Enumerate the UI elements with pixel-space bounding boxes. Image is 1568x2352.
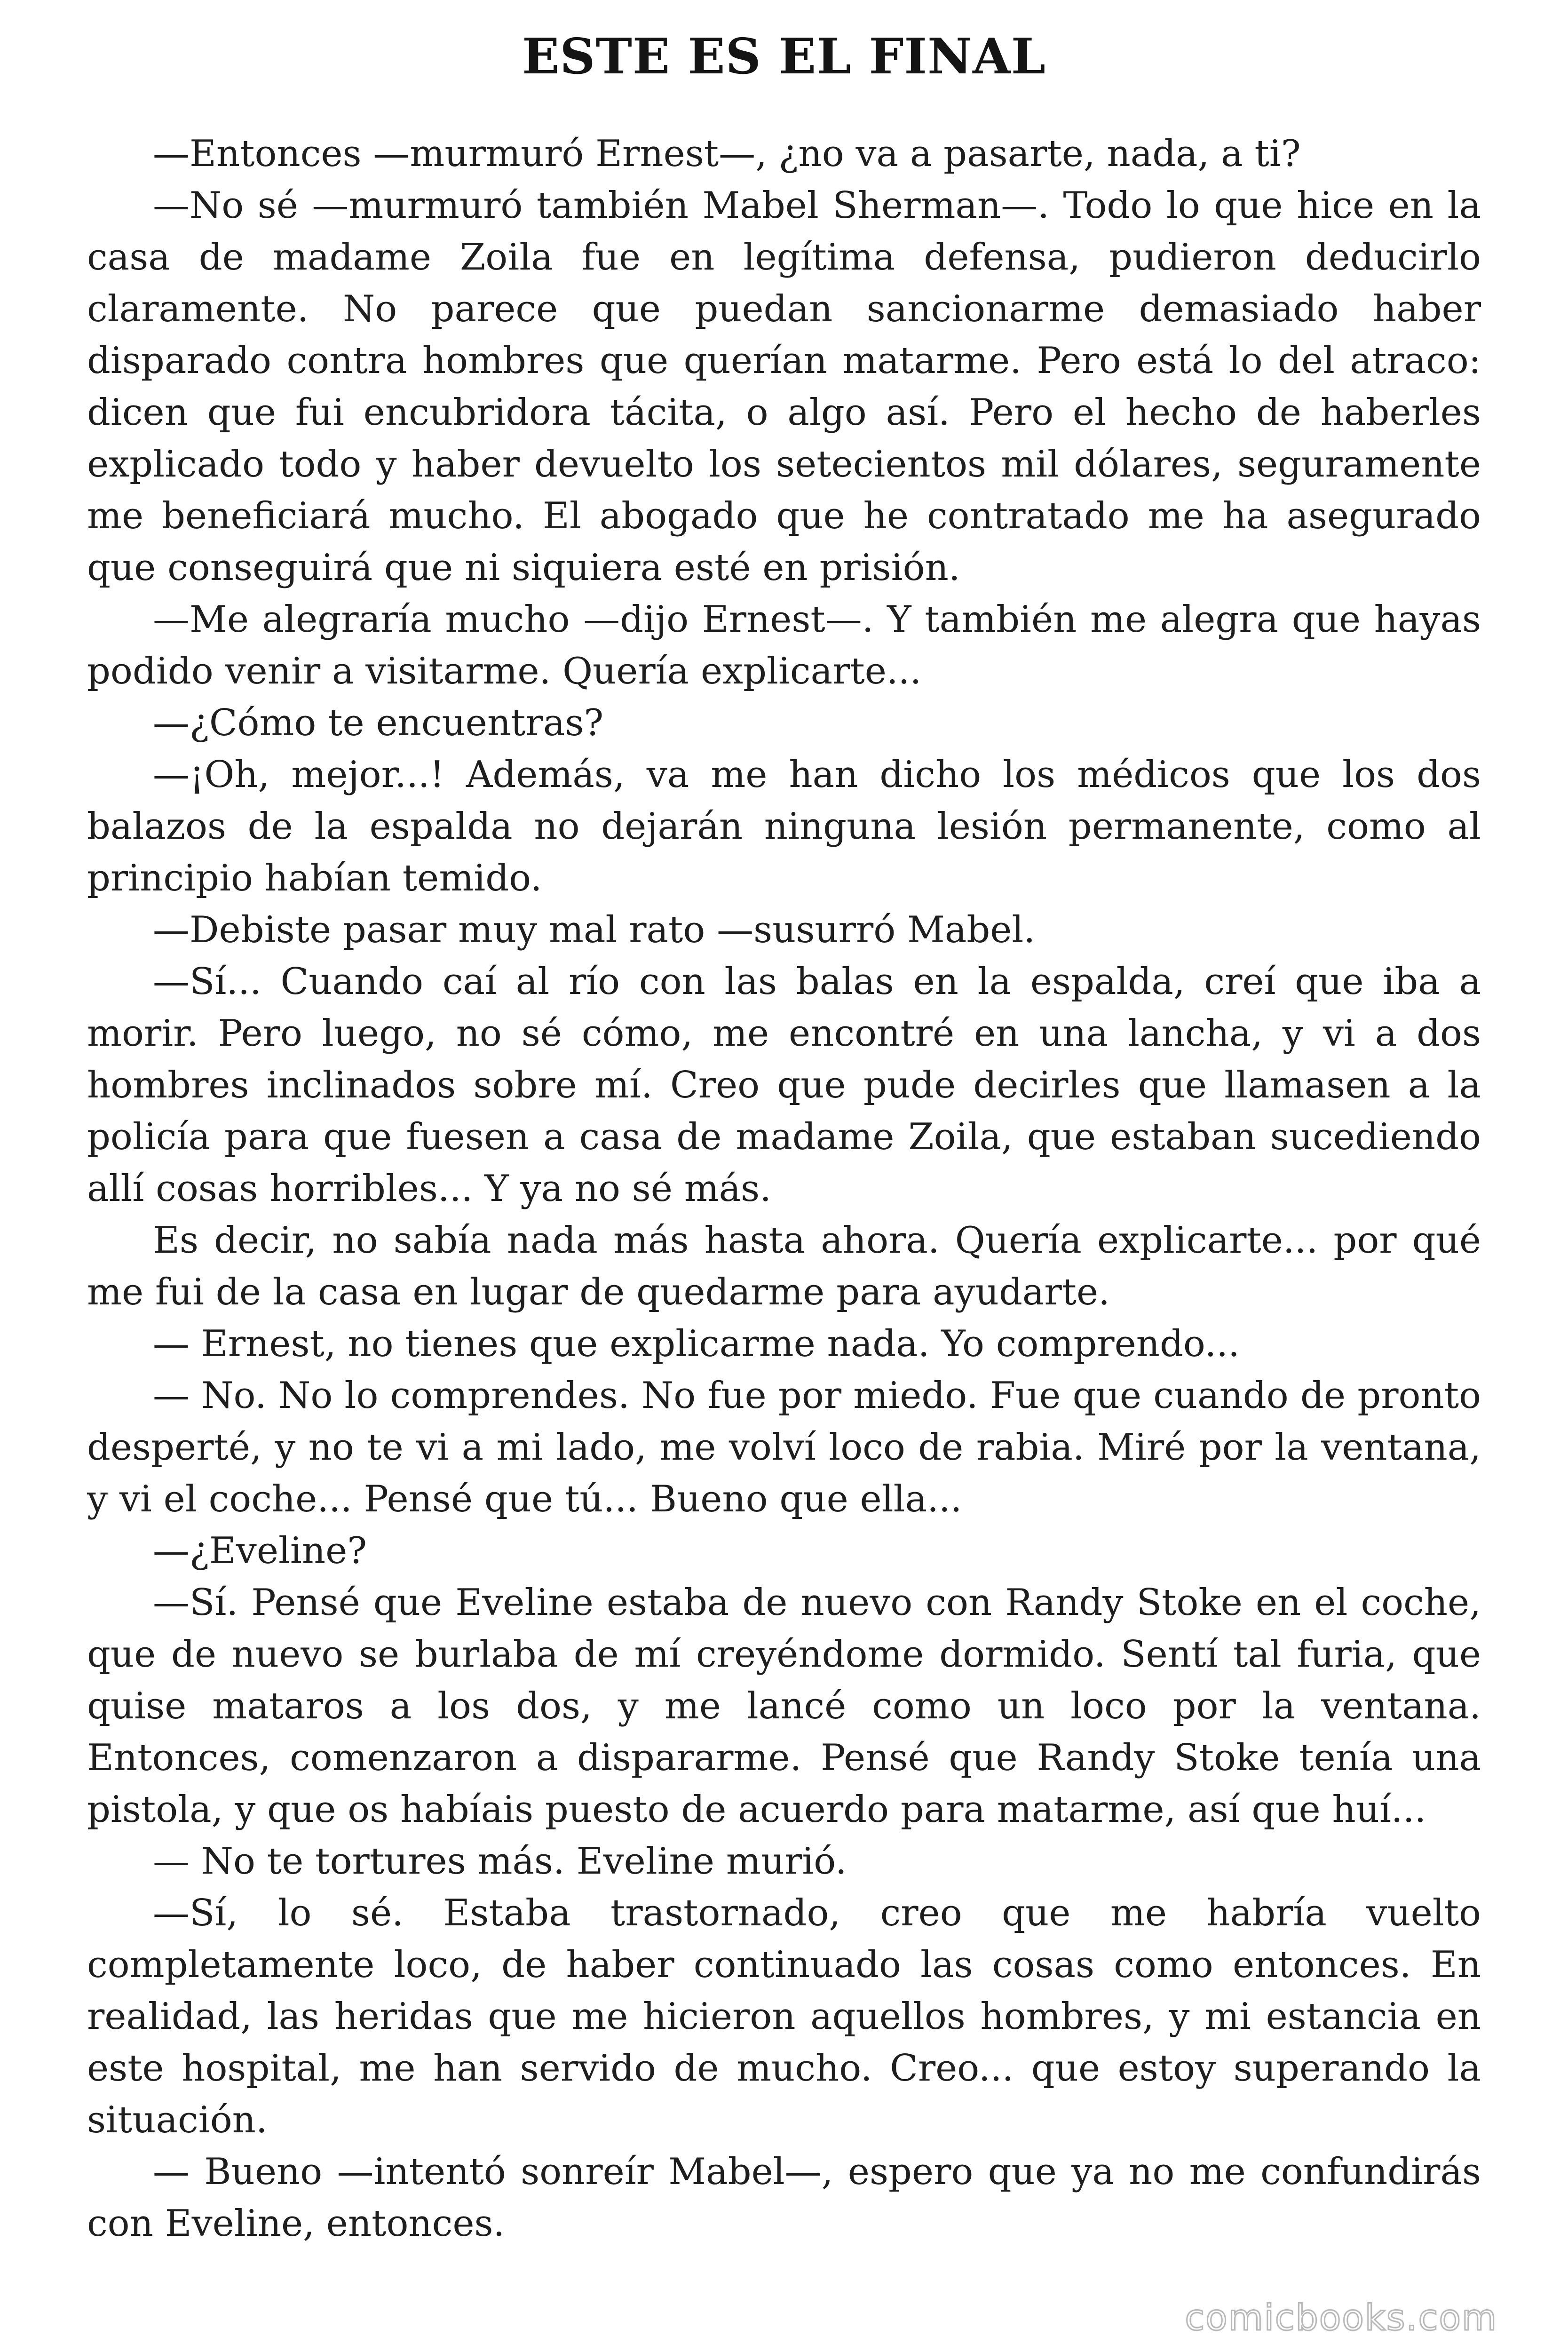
watermark-logo: comicbooks.com: [1185, 2296, 1497, 2338]
paragraph: —¡Oh, mejor...! Además, va me han dicho los médicos que los dos balazos de la espalda no dejarán ninguna lesión permanente, como al principio habían temido.: [87, 754, 1481, 899]
paragraph: — No te tortures más. Eveline murió.: [153, 1840, 847, 1883]
paragraph: —Sí. Pensé que Eveline estaba de nuevo con Randy Stoke en el coche, que de nuevo se burlaba de mí creyéndome dormido. Sentí tal furia, que quise mataros a los dos, y me lancé como un loco por la ventana. Entonces, comenzaron a dispararme. Pensé que Randy Stoke tenía una pistola, y que os habíais puesto de acuerdo para matarme, así que huí...: [87, 1581, 1481, 1831]
chapter-title: ESTE ES EL FINAL: [522, 27, 1046, 85]
paragraph: —¿Cómo te encuentras?: [153, 702, 604, 744]
paragraph: — Ernest, no tienes que explicarme nada. Yo comprendo...: [153, 1323, 1240, 1365]
paragraph: —No sé —murmuró también Mabel Sherman—. Todo lo que hice en la casa de madame Zoila fue en legítima defensa, pudieron deducirlo claramente. No parece que puedan sancionarme demasiado haber disparado contra hombres que querían matarme. Pero está lo del atraco: dicen que fui encubridora tácita, o algo así. Pero el hecho de haberles explicado todo y haber devuelto los setecientos mil dólares, seguramente me beneficiará mucho. El abogado que he contratado me ha asegurado que conseguirá que ni siquiera esté en prisión.: [87, 184, 1481, 589]
paragraph: Es decir, no sabía nada más hasta ahora. Quería explicarte... por qué me fui de la casa en lugar de quedarme para ayudarte.: [87, 1219, 1481, 1313]
paragraph: — Bueno —intentó sonreír Mabel—, espero que ya no me confundirás con Eveline, entonces.: [87, 2151, 1481, 2245]
paragraph: —Entonces —murmuró Ernest—, ¿no va a pasarte, nada, a ti?: [153, 133, 1301, 175]
paragraph: —Me alegraría mucho —dijo Ernest—. Y también me alegra que hayas podido venir a visitarme. Quería explicarte...: [87, 598, 1481, 692]
paragraph: —¿Eveline?: [153, 1530, 367, 1572]
chapter-body: [87, 128, 1481, 2249]
paragraph: — No. No lo comprendes. No fue por miedo. Fue que cuando de pronto desperté, y no te vi a mi lado, me volví loco de rabia. Miré por la ventana, y vi el coche... Pensé que tú... Bueno que ella...: [87, 1375, 1481, 1520]
paragraph: —Sí, lo sé. Estaba trastornado, creo que me habría vuelto completamente loco, de haber continuado las cosas como entonces. En realidad, las heridas que me hicieron aquellos hombres, y mi estancia en este hospital, me han servido de mucho. Creo... que estoy superando la situación.: [87, 1892, 1481, 2141]
paragraph: —Sí... Cuando caí al río con las balas en la espalda, creí que iba a morir. Pero luego, no sé cómo, me encontré en una lancha, y vi a dos hombres inclinados sobre mí. Creo que pude decirles que llamasen a la policía para que fuesen a casa de madame Zoila, que estaban sucediendo allí cosas horribles... Y ya no sé más.: [87, 961, 1481, 1210]
paragraph: —Debiste pasar muy mal rato —susurró Mabel.: [153, 909, 1036, 951]
